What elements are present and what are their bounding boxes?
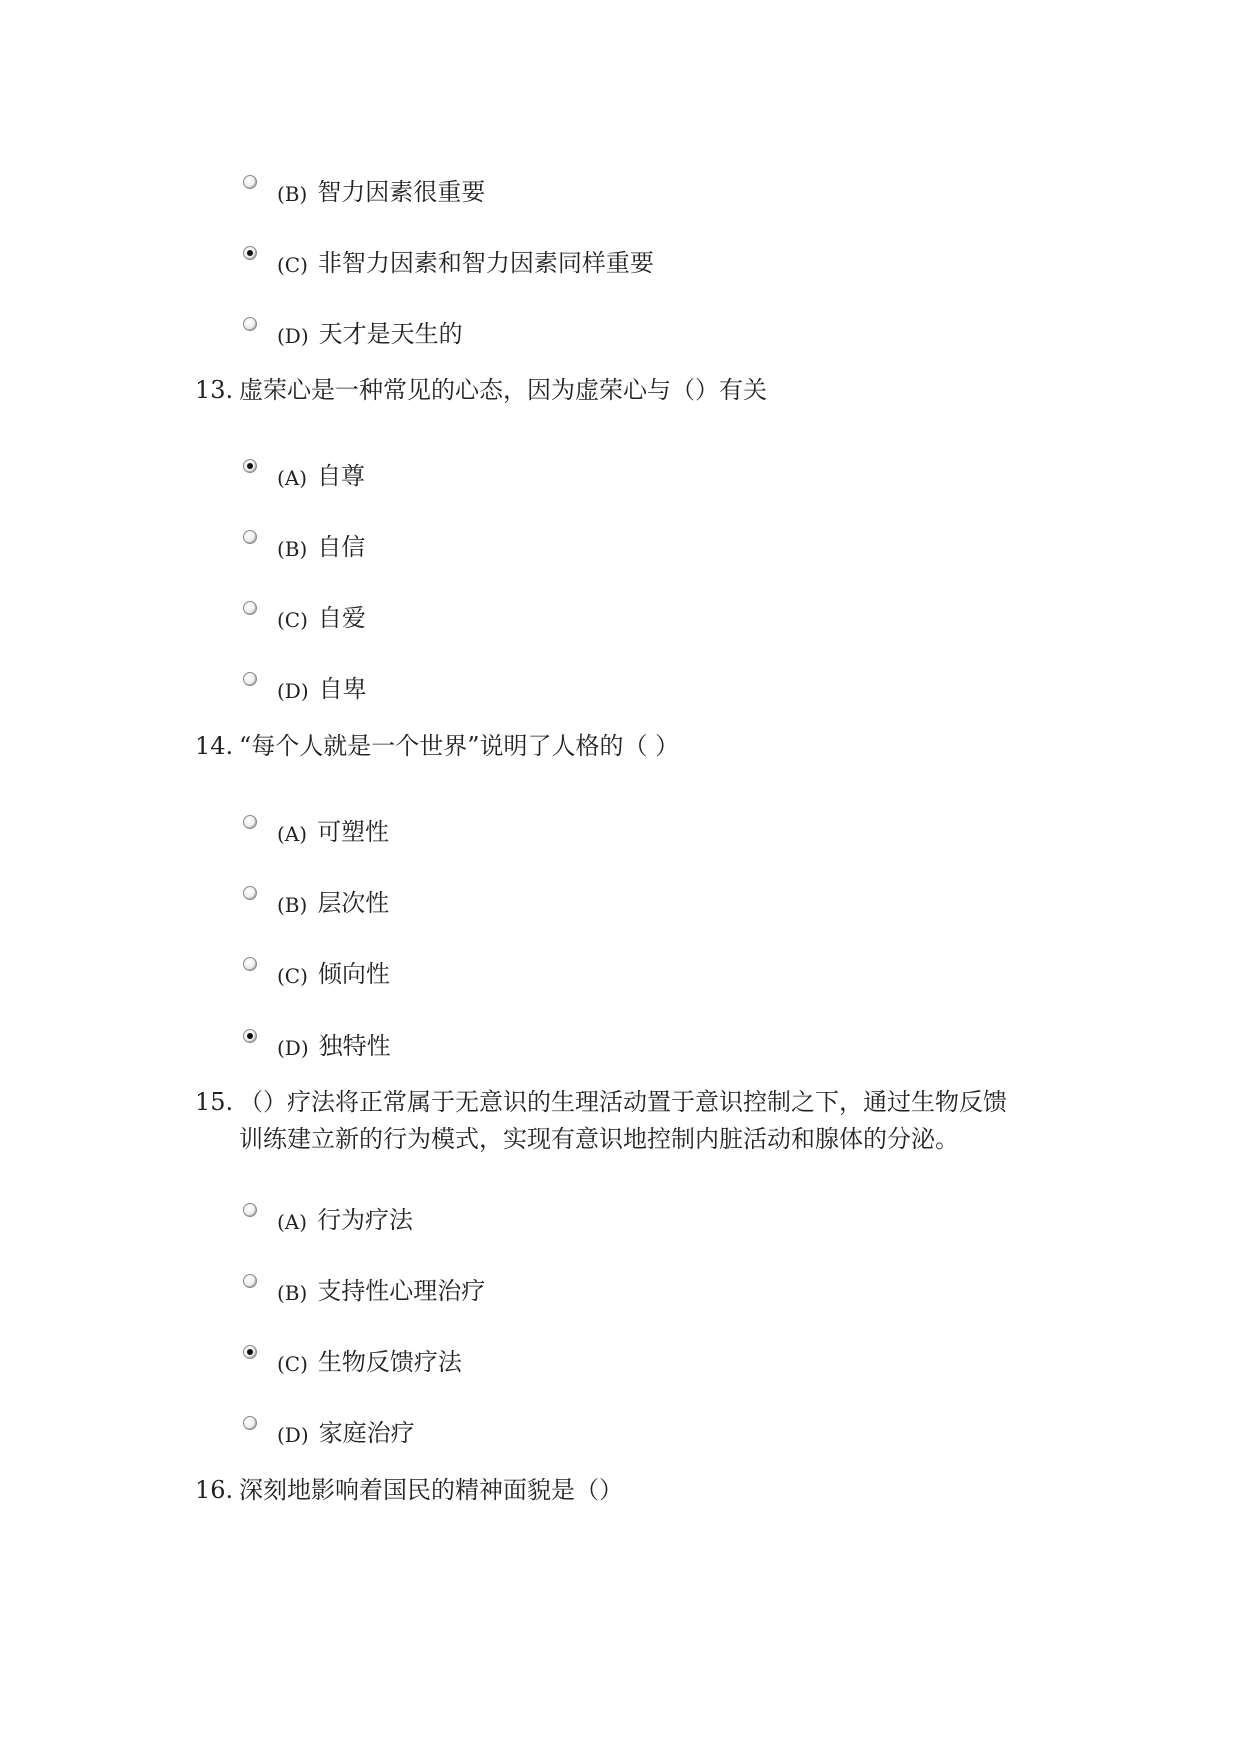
option-text: 支持性心理治疗 [317,1277,486,1305]
q14-option-c[interactable] [243,954,390,989]
radio-checked-icon[interactable] [243,1029,257,1043]
option-text: 天才是天生的 [318,320,463,348]
option-letter: (C) [277,1351,308,1376]
question-text: 深刻地影响着国民的精神面貌是（） [239,1476,623,1504]
question-text-line-1: （）疗法将正常属于无意识的生理活动置于意识控制之下，通过生物反馈 [239,1088,1007,1116]
option-letter: (D) [277,1422,309,1447]
option-text: 独特性 [318,1032,391,1060]
q13-option-d[interactable] [243,669,367,704]
option-letter: (C) [277,607,308,632]
option-letter: (B) [277,1280,308,1305]
question-number: 13. [195,376,234,404]
q13-option-a[interactable] [243,456,365,491]
option-letter: (D) [277,323,309,348]
radio-unchecked-icon[interactable] [243,601,257,615]
option-text: 自卑 [318,675,367,703]
option-text: 自爱 [317,604,366,632]
radio-unchecked-icon[interactable] [243,175,257,189]
question-13 [195,372,767,408]
radio-unchecked-icon[interactable] [243,1203,257,1217]
option-letter: (B) [277,536,308,561]
radio-unchecked-icon[interactable] [243,886,257,900]
option-letter: (D) [277,678,309,703]
q12-option-c[interactable] [243,243,654,278]
option-letter: (B) [277,181,308,206]
radio-unchecked-icon[interactable] [243,530,257,544]
radio-unchecked-icon[interactable] [243,815,257,829]
radio-unchecked-icon[interactable] [243,1416,257,1430]
q15-option-b[interactable] [243,1271,485,1306]
radio-unchecked-icon[interactable] [243,957,257,971]
q13-option-c[interactable] [243,598,366,633]
radio-unchecked-icon[interactable] [243,1274,257,1288]
option-text: 智力因素很重要 [317,178,486,206]
option-text: 家庭治疗 [318,1419,415,1447]
question-14 [195,728,679,764]
q15-option-d[interactable] [243,1413,415,1448]
option-text: 生物反馈疗法 [317,1348,462,1376]
option-letter: (A) [277,1209,308,1234]
question-number: 15. [195,1088,234,1116]
option-text: 自信 [317,533,366,561]
option-text: 行为疗法 [317,1206,414,1234]
question-15 [195,1084,1007,1157]
question-text [239,1084,1007,1157]
question-text: 虚荣心是一种常见的心态，因为虚荣心与（）有关 [239,376,767,404]
radio-checked-icon[interactable] [243,246,257,260]
option-letter: (A) [277,465,308,490]
q12-option-d[interactable] [243,314,463,349]
radio-checked-icon[interactable] [243,1345,257,1359]
q14-option-d[interactable] [243,1026,391,1061]
radio-checked-icon[interactable] [243,459,257,473]
q12-option-b[interactable] [243,172,485,207]
q15-option-c[interactable] [243,1342,462,1377]
option-letter: (C) [277,963,308,988]
option-letter: (A) [277,821,308,846]
question-16 [195,1472,623,1508]
option-letter: (D) [277,1035,309,1060]
option-text: 可塑性 [317,818,390,846]
option-text: 倾向性 [317,960,390,988]
q15-option-a[interactable] [243,1200,413,1235]
q14-option-a[interactable] [243,812,389,847]
radio-unchecked-icon[interactable] [243,672,257,686]
question-text: “每个人就是一个世界”说明了人格的（ ） [239,732,680,760]
q14-option-b[interactable] [243,883,389,918]
q13-option-b[interactable] [243,527,365,562]
question-text-line-2: 训练建立新的行为模式，实现有意识地控制内脏活动和腺体的分泌。 [239,1125,959,1153]
option-letter: (C) [277,252,308,277]
option-letter: (B) [277,892,308,917]
question-number: 16. [195,1476,234,1504]
option-text: 自尊 [317,462,366,490]
option-text: 层次性 [317,889,390,917]
radio-unchecked-icon[interactable] [243,317,257,331]
question-number: 14. [195,732,234,760]
option-text: 非智力因素和智力因素同样重要 [317,249,654,277]
